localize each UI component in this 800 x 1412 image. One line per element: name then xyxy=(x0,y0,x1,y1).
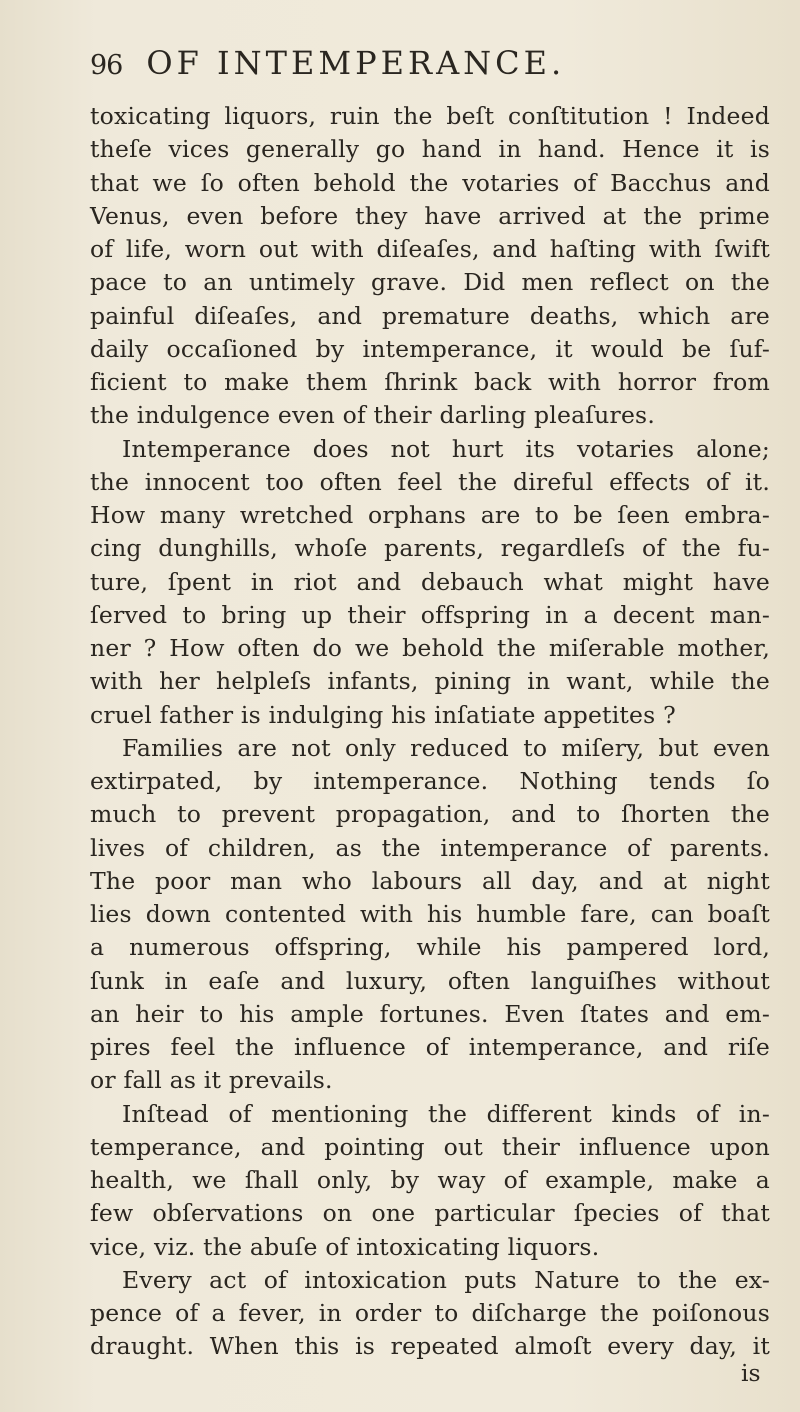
text-line: Every act of intoxication puts Nature to the ex- xyxy=(122,1265,770,1294)
text-line: temperance, and pointing out their influence upon xyxy=(90,1132,770,1161)
text-line: of life, worn out with diſeaſes, and haſting with ſwift xyxy=(90,235,770,263)
text-line: theſe vices generally go hand in hand. Hence it is xyxy=(90,135,770,164)
text-line: a numerous offspring, while his pampered lord, xyxy=(90,933,770,962)
text-line: ſunk in eaſe and luxury, often languiſhes without xyxy=(90,966,770,995)
page-header xyxy=(90,44,565,82)
text-line: an heir to his ample fortunes. Even ſtates and em- xyxy=(90,999,770,1028)
text-line: with her helpleſs infants, pining in want, while the xyxy=(90,667,770,696)
catchword: is xyxy=(741,1359,761,1387)
text-line: health, we ſhall only, by way of example, make a xyxy=(90,1166,770,1194)
text-line: cruel father is indulging his inſatiate appetites ? xyxy=(90,700,676,729)
text-line: the innocent too often feel the direful effects of it. xyxy=(90,467,770,496)
running-head: OF INTEMPERANCE. xyxy=(146,44,566,82)
text-line: lives of children, as the intemperance of parents. xyxy=(90,833,770,862)
text-line: ſerved to bring up their offspring in a decent man- xyxy=(90,600,770,629)
text-line: or fall as it prevails. xyxy=(90,1066,333,1095)
text-line: Inſtead of mentioning the different kinds of in- xyxy=(122,1099,770,1128)
text-line: cing dunghills, whoſe parents, regardleſs of the fu- xyxy=(90,534,770,563)
text-line: daily occaſioned by intemperance, it would be ſuf- xyxy=(90,334,770,363)
body-text xyxy=(90,100,770,1364)
text-line: pace to an untimely grave. Did men reflect on the xyxy=(90,268,770,297)
text-line: Families are not only reduced to miſery, but even xyxy=(122,733,770,762)
text-line: The poor man who labours all day, and at night xyxy=(90,866,770,895)
text-line: that we ſo often behold the votaries of Bacchus and xyxy=(90,168,770,197)
text-line: vice, viz. the abuſe of intoxicating liquors. xyxy=(90,1232,600,1261)
page-number: 96 xyxy=(90,50,123,81)
text-line: ture, ſpent in riot and debauch what might have xyxy=(90,567,770,596)
text-line: toxicating liquors, ruin the beſt conſtitution ! Indeed xyxy=(90,102,770,130)
text-line: the indulgence even of their darling pleaſures. xyxy=(90,401,655,430)
text-line: extirpated, by intemperance. Nothing tends ſo xyxy=(90,767,770,795)
text-line: ner ? How often do we behold the miſerable mother, xyxy=(90,634,770,662)
text-line: painful diſeaſes, and premature deaths, which are xyxy=(90,301,770,330)
text-line: pires feel the influence of intemperance, and riſe xyxy=(90,1033,770,1061)
text-line: few obſervations on one particular ſpecies of that xyxy=(90,1199,770,1228)
text-line: pence of a fever, in order to diſcharge the poiſonous xyxy=(90,1299,770,1327)
text-line: much to prevent propagation, and to ſhorten the xyxy=(90,800,770,829)
text-line: Venus, even before they have arrived at the prime xyxy=(90,201,770,230)
text-line: ficient to make them ſhrink back with horror from xyxy=(90,368,770,396)
text-line: Intemperance does not hurt its votaries alone; xyxy=(122,434,770,463)
text-line: How many wretched orphans are to be ſeen embra- xyxy=(90,501,770,529)
text-line: draught. When this is repeated almoſt every day, it xyxy=(90,1332,770,1361)
text-line: lies down contented with his humble fare, can boaſt xyxy=(90,900,770,928)
